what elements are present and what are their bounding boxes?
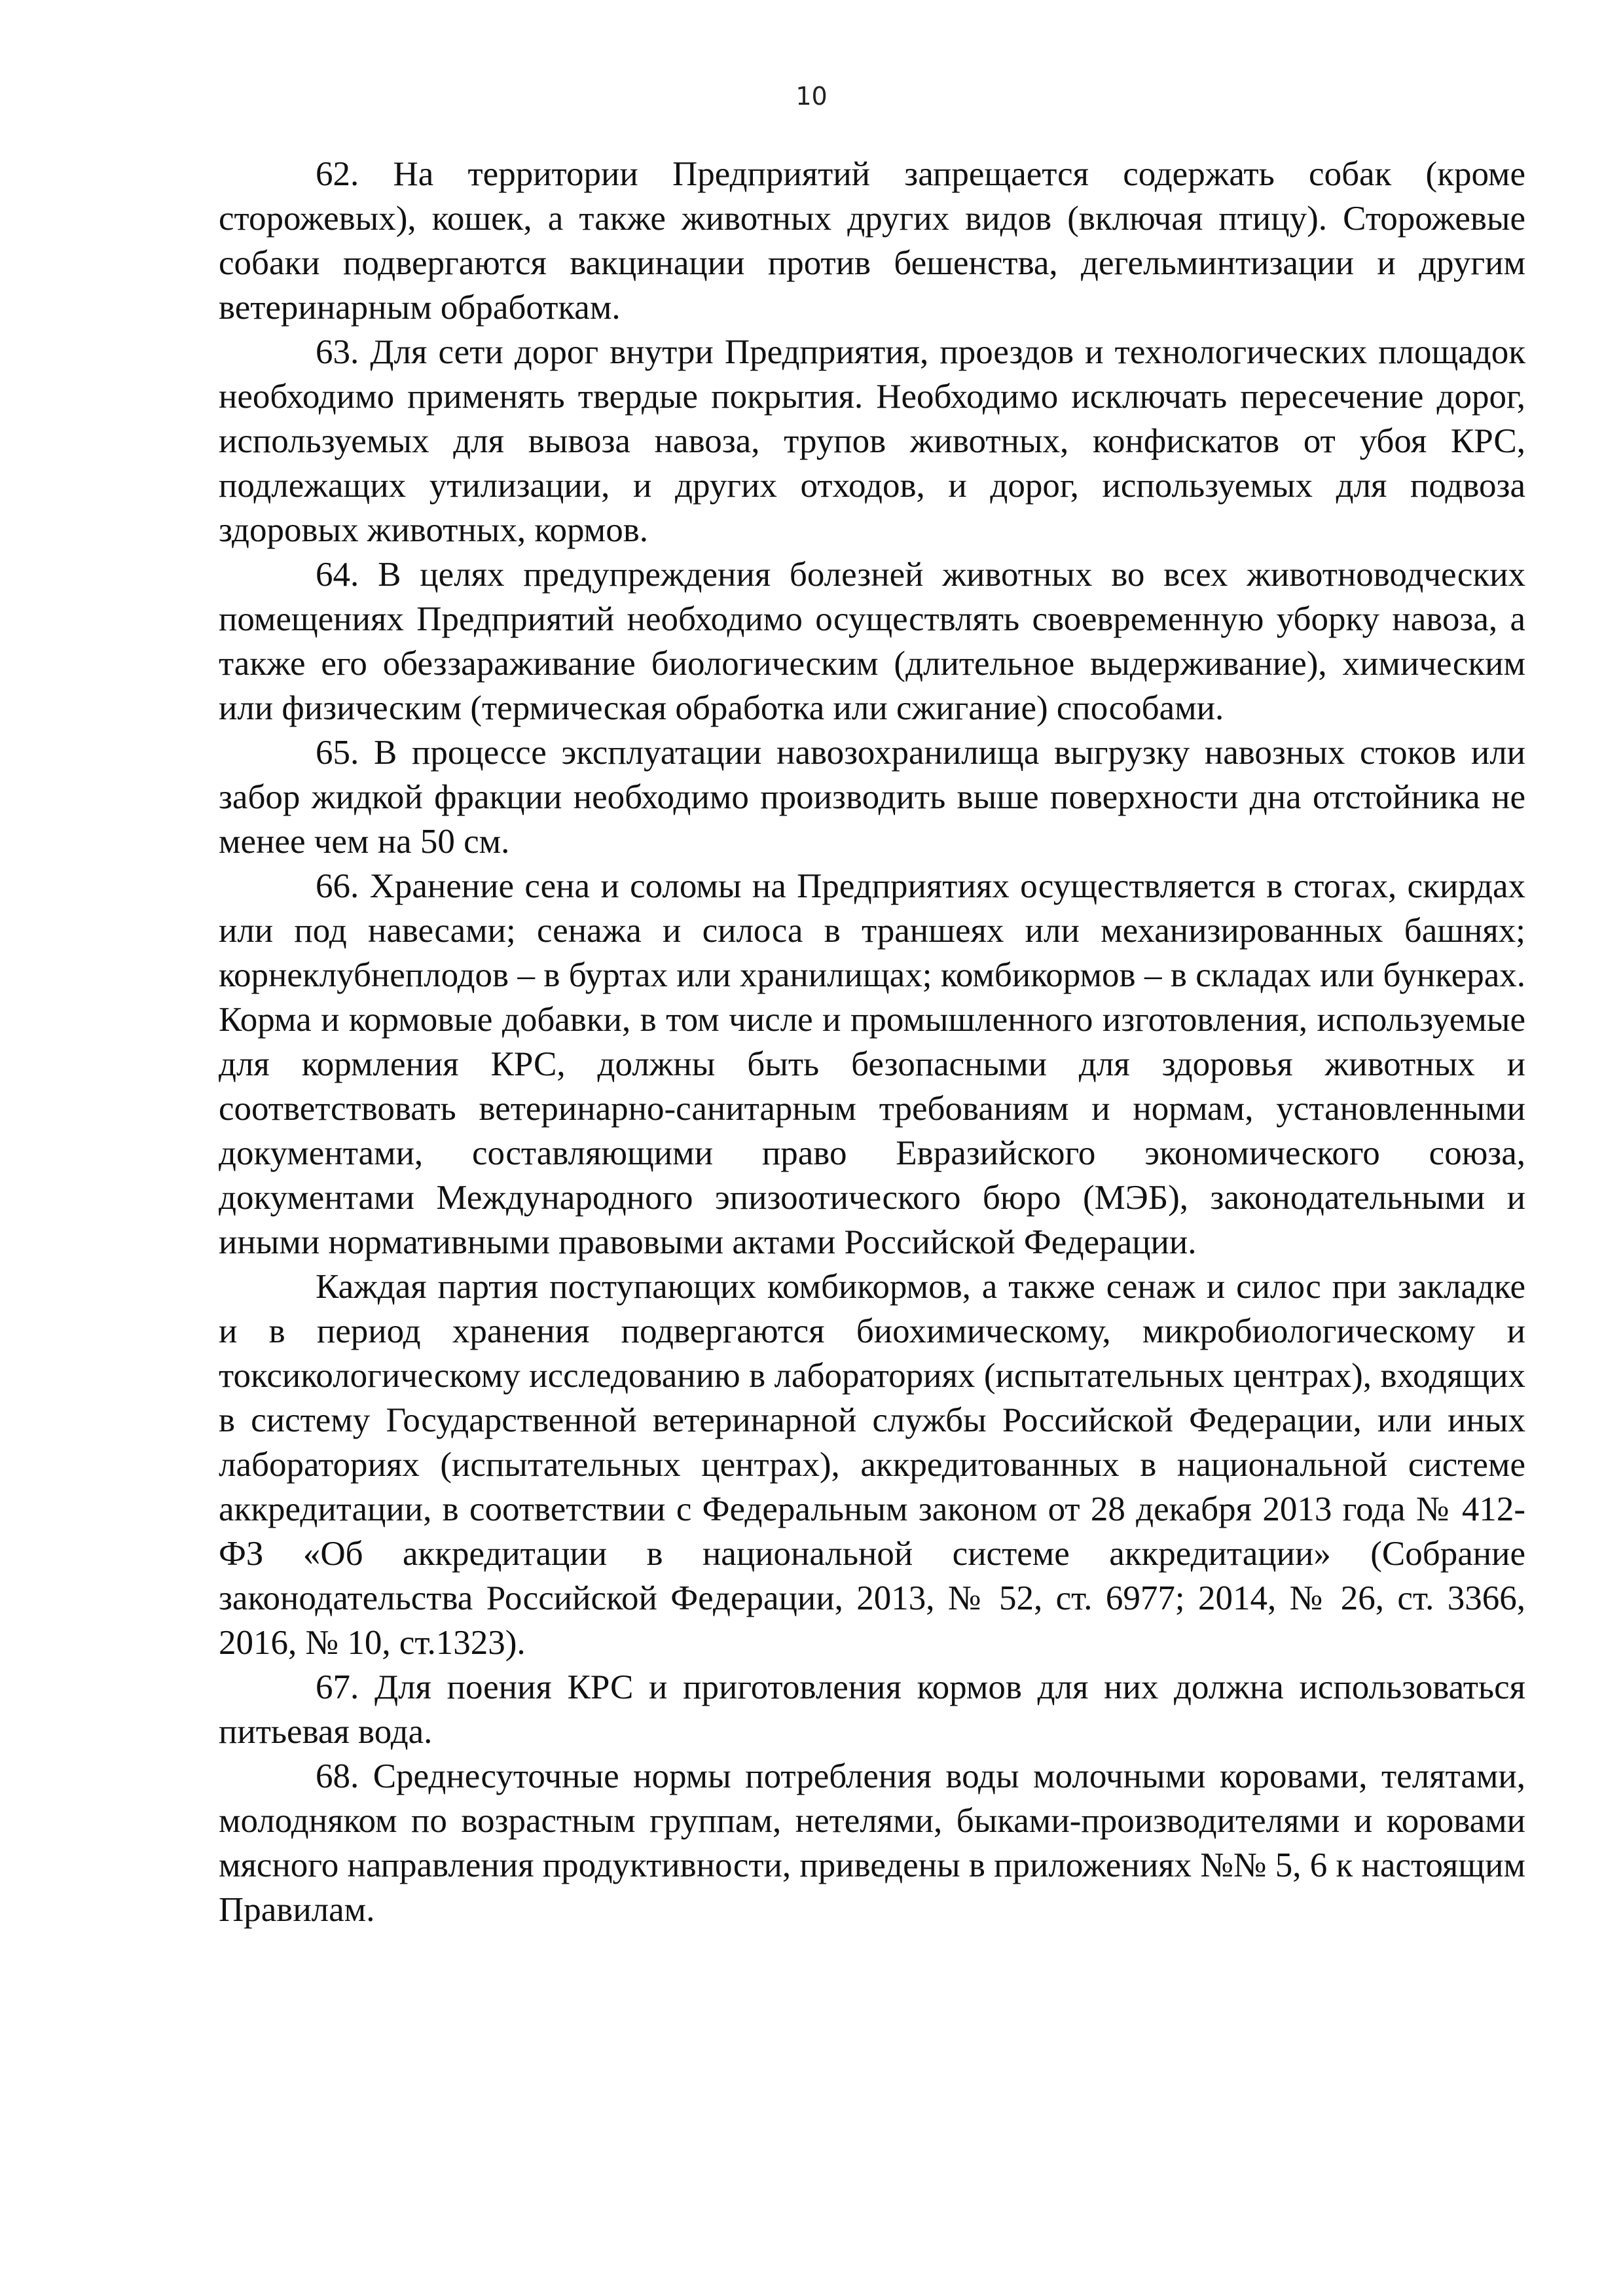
paragraph-68: 68. Среднесуточные нормы потребления воды молочными коровами, телятами, молодняком по возрастным группам, нетелями, быками-производителями и коровами мясного направления продуктивности, приведены в приложениях №№ 5, 6 к настоящим Правилам. xyxy=(219,1757,1525,1929)
page-number: 10 xyxy=(795,82,828,111)
paragraph-63: 63. Для сети дорог внутри Предприятия, проездов и технологических площадок необходимо применять твердые покрытия. Необходимо исключать пересечение дорог, используемых для вывоза навоза, трупов животных, конфискатов от убоя КРС, подлежащих утилизации, и других отходов, и дорог, используемых для подвоза здоровых животных, кормов. xyxy=(219,333,1525,549)
paragraph-67: 67. Для поения КРС и приготовления кормов для них должна использоваться питьевая вода. xyxy=(219,1668,1525,1751)
paragraph-65: 65. В процессе эксплуатации навозохранилища выгрузку навозных стоков или забор жидкой фракции необходимо производить выше поверхности дна отстойника не менее чем на 50 см. xyxy=(219,734,1525,861)
paragraph-66-continuation: Каждая партия поступающих комбикормов, а также сенаж и силос при закладке и в период хранения подвергаются биохимическому, микробиологическому и токсикологическому исследованию в лабораториях (испытательных центрах), входящих в систему Государственной ветеринарной службы Российской Федерации, или иных лабораториях (испытательных центрах), аккредитованных в национальной системе аккредитации, в соответствии с Федеральным законом от 28 декабря 2013 года № 412-ФЗ «Об аккредитации в национальной системе аккредитации» (Собрание законодательства Российской Федерации, 2013, № 52, ст. 6977; 2014, № 26, ст. 3366, 2016, № 10, ст.1323). xyxy=(219,1268,1525,1662)
paragraph-64: 64. В целях предупреждения болезней животных во всех животноводческих помещениях Предприятий необходимо осуществлять своевременную уборку навоза, а также его обеззараживание биологическим (длительное выдерживание), химическим или физическим (термическая обработка или сжигание) способами. xyxy=(219,556,1525,727)
paragraph-66: 66. Хранение сена и соломы на Предприятиях осуществляется в стогах, скирдах или под навесами; сенажа и силоса в траншеях или механизированных башнях; корнеклубнеплодов – в буртах или хранилищах; комбикормов – в складах или бункерах. Корма и кормовые добавки, в том числе и промышленного изготовления, используемые для кормления КРС, должны быть безопасными для здоровья животных и соответствовать ветеринарно-санитарным требованиям и нормам, установленными документами, составляющими право Евразийского экономического союза, документами Международного эпизоотического бюро (МЭБ), законодательными и иными нормативными правовыми актами Российской Федерации. xyxy=(219,867,1525,1261)
paragraph-62: 62. На территории Предприятий запрещается содержать собак (кроме сторожевых), кошек, а также животных других видов (включая птицу). Сторожевые собаки подвергаются вакцинации против бешенства, дегельминтизации и другим ветеринарным обработкам. xyxy=(219,155,1525,327)
document-body xyxy=(219,152,1525,1932)
